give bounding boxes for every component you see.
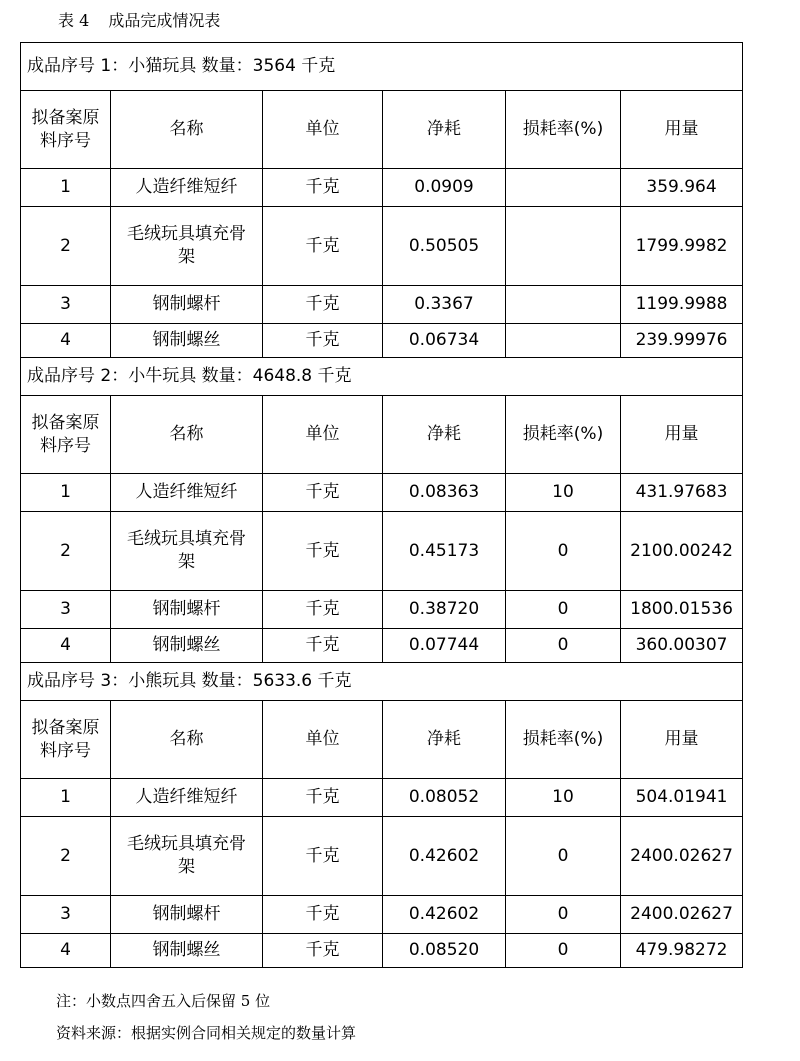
header-net: 净耗 xyxy=(383,396,506,474)
unit-cell: 千克 xyxy=(263,591,383,629)
table-caption xyxy=(58,8,220,31)
net-cell: 0.38720 xyxy=(383,591,506,629)
net-cell: 0.50505 xyxy=(383,207,506,286)
table-row xyxy=(21,629,743,663)
table-row xyxy=(21,779,743,817)
unit-cell: 千克 xyxy=(263,896,383,934)
seq-cell: 1 xyxy=(21,779,111,817)
unit-cell: 千克 xyxy=(263,629,383,663)
amount-cell: 2100.00242 xyxy=(621,512,743,591)
net-cell: 0.3367 xyxy=(383,286,506,324)
section-row xyxy=(21,43,743,91)
name-cell: 钢制螺杆 xyxy=(111,591,263,629)
name-cell: 毛绒玩具填充骨架 xyxy=(111,207,263,286)
header-unit: 单位 xyxy=(263,396,383,474)
amount-cell: 1199.9988 xyxy=(621,286,743,324)
table-row xyxy=(21,207,743,286)
seq-cell: 4 xyxy=(21,629,111,663)
unit-cell: 千克 xyxy=(263,324,383,358)
unit-cell: 千克 xyxy=(263,169,383,207)
header-amount: 用量 xyxy=(621,396,743,474)
header-loss: 损耗率(%) xyxy=(506,701,621,779)
name-cell: 钢制螺杆 xyxy=(111,286,263,324)
amount-cell: 2400.02627 xyxy=(621,896,743,934)
table-row xyxy=(21,591,743,629)
loss-cell: 0 xyxy=(506,629,621,663)
header-seq: 拟备案原料序号 xyxy=(21,91,111,169)
header-loss: 损耗率(%) xyxy=(506,396,621,474)
amount-cell: 2400.02627 xyxy=(621,817,743,896)
table-row xyxy=(21,169,743,207)
name-cell: 人造纤维短纤 xyxy=(111,474,263,512)
table-row xyxy=(21,817,743,896)
header-name: 名称 xyxy=(111,91,263,169)
net-cell: 0.08520 xyxy=(383,934,506,968)
unit-cell: 千克 xyxy=(263,779,383,817)
amount-cell: 239.99976 xyxy=(621,324,743,358)
unit-cell: 千克 xyxy=(263,207,383,286)
loss-cell: 10 xyxy=(506,474,621,512)
seq-cell: 2 xyxy=(21,512,111,591)
name-cell: 钢制螺丝 xyxy=(111,324,263,358)
net-cell: 0.0909 xyxy=(383,169,506,207)
net-cell: 0.06734 xyxy=(383,324,506,358)
loss-cell xyxy=(506,169,621,207)
name-cell: 毛绒玩具填充骨架 xyxy=(111,512,263,591)
net-cell: 0.07744 xyxy=(383,629,506,663)
loss-cell: 10 xyxy=(506,779,621,817)
amount-cell: 1799.9982 xyxy=(621,207,743,286)
header-row xyxy=(21,701,743,779)
loss-cell xyxy=(506,286,621,324)
amount-cell: 479.98272 xyxy=(621,934,743,968)
source-note: 资料来源：根据实例合同相关规定的数量计算 xyxy=(56,1024,357,1042)
seq-cell: 1 xyxy=(21,474,111,512)
table-row xyxy=(21,934,743,968)
seq-cell: 4 xyxy=(21,324,111,358)
loss-cell xyxy=(506,207,621,286)
amount-cell: 431.97683 xyxy=(621,474,743,512)
table-row xyxy=(21,474,743,512)
table-row xyxy=(21,512,743,591)
table-row xyxy=(21,324,743,358)
amount-cell: 359.964 xyxy=(621,169,743,207)
loss-cell: 0 xyxy=(506,817,621,896)
name-cell: 人造纤维短纤 xyxy=(111,779,263,817)
header-amount: 用量 xyxy=(621,701,743,779)
table-number: 表 4 xyxy=(58,11,90,30)
amount-cell: 1800.01536 xyxy=(621,591,743,629)
net-cell: 0.45173 xyxy=(383,512,506,591)
section-row xyxy=(21,663,743,701)
seq-cell: 3 xyxy=(21,286,111,324)
seq-cell: 3 xyxy=(21,591,111,629)
product-completion-table xyxy=(20,42,743,968)
header-seq: 拟备案原料序号 xyxy=(21,701,111,779)
unit-cell: 千克 xyxy=(263,286,383,324)
seq-cell: 3 xyxy=(21,896,111,934)
header-name: 名称 xyxy=(111,701,263,779)
unit-cell: 千克 xyxy=(263,817,383,896)
loss-cell: 0 xyxy=(506,934,621,968)
unit-cell: 千克 xyxy=(263,934,383,968)
table-title: 成品完成情况表 xyxy=(108,11,221,30)
header-net: 净耗 xyxy=(383,701,506,779)
section-title: 成品序号 1：小猫玩具 数量：3564 千克 xyxy=(21,43,743,91)
seq-cell: 2 xyxy=(21,817,111,896)
seq-cell: 1 xyxy=(21,169,111,207)
table-row xyxy=(21,286,743,324)
name-cell: 钢制螺杆 xyxy=(111,896,263,934)
net-cell: 0.42602 xyxy=(383,817,506,896)
header-row xyxy=(21,91,743,169)
unit-cell: 千克 xyxy=(263,474,383,512)
table-row xyxy=(21,896,743,934)
amount-cell: 360.00307 xyxy=(621,629,743,663)
seq-cell: 4 xyxy=(21,934,111,968)
section-title: 成品序号 2：小牛玩具 数量：4648.8 千克 xyxy=(21,358,743,396)
header-unit: 单位 xyxy=(263,91,383,169)
amount-cell: 504.01941 xyxy=(621,779,743,817)
loss-cell: 0 xyxy=(506,591,621,629)
header-amount: 用量 xyxy=(621,91,743,169)
header-net: 净耗 xyxy=(383,91,506,169)
name-cell: 钢制螺丝 xyxy=(111,629,263,663)
loss-cell: 0 xyxy=(506,896,621,934)
name-cell: 钢制螺丝 xyxy=(111,934,263,968)
section-title: 成品序号 3：小熊玩具 数量：5633.6 千克 xyxy=(21,663,743,701)
header-name: 名称 xyxy=(111,396,263,474)
loss-cell xyxy=(506,324,621,358)
header-unit: 单位 xyxy=(263,701,383,779)
footnote: 注：小数点四舍五入后保留 5 位 xyxy=(56,992,271,1010)
header-seq: 拟备案原料序号 xyxy=(21,396,111,474)
loss-cell: 0 xyxy=(506,512,621,591)
header-row xyxy=(21,396,743,474)
header-loss: 损耗率(%) xyxy=(506,91,621,169)
unit-cell: 千克 xyxy=(263,512,383,591)
name-cell: 人造纤维短纤 xyxy=(111,169,263,207)
name-cell: 毛绒玩具填充骨架 xyxy=(111,817,263,896)
seq-cell: 2 xyxy=(21,207,111,286)
net-cell: 0.08052 xyxy=(383,779,506,817)
net-cell: 0.08363 xyxy=(383,474,506,512)
section-row xyxy=(21,358,743,396)
net-cell: 0.42602 xyxy=(383,896,506,934)
